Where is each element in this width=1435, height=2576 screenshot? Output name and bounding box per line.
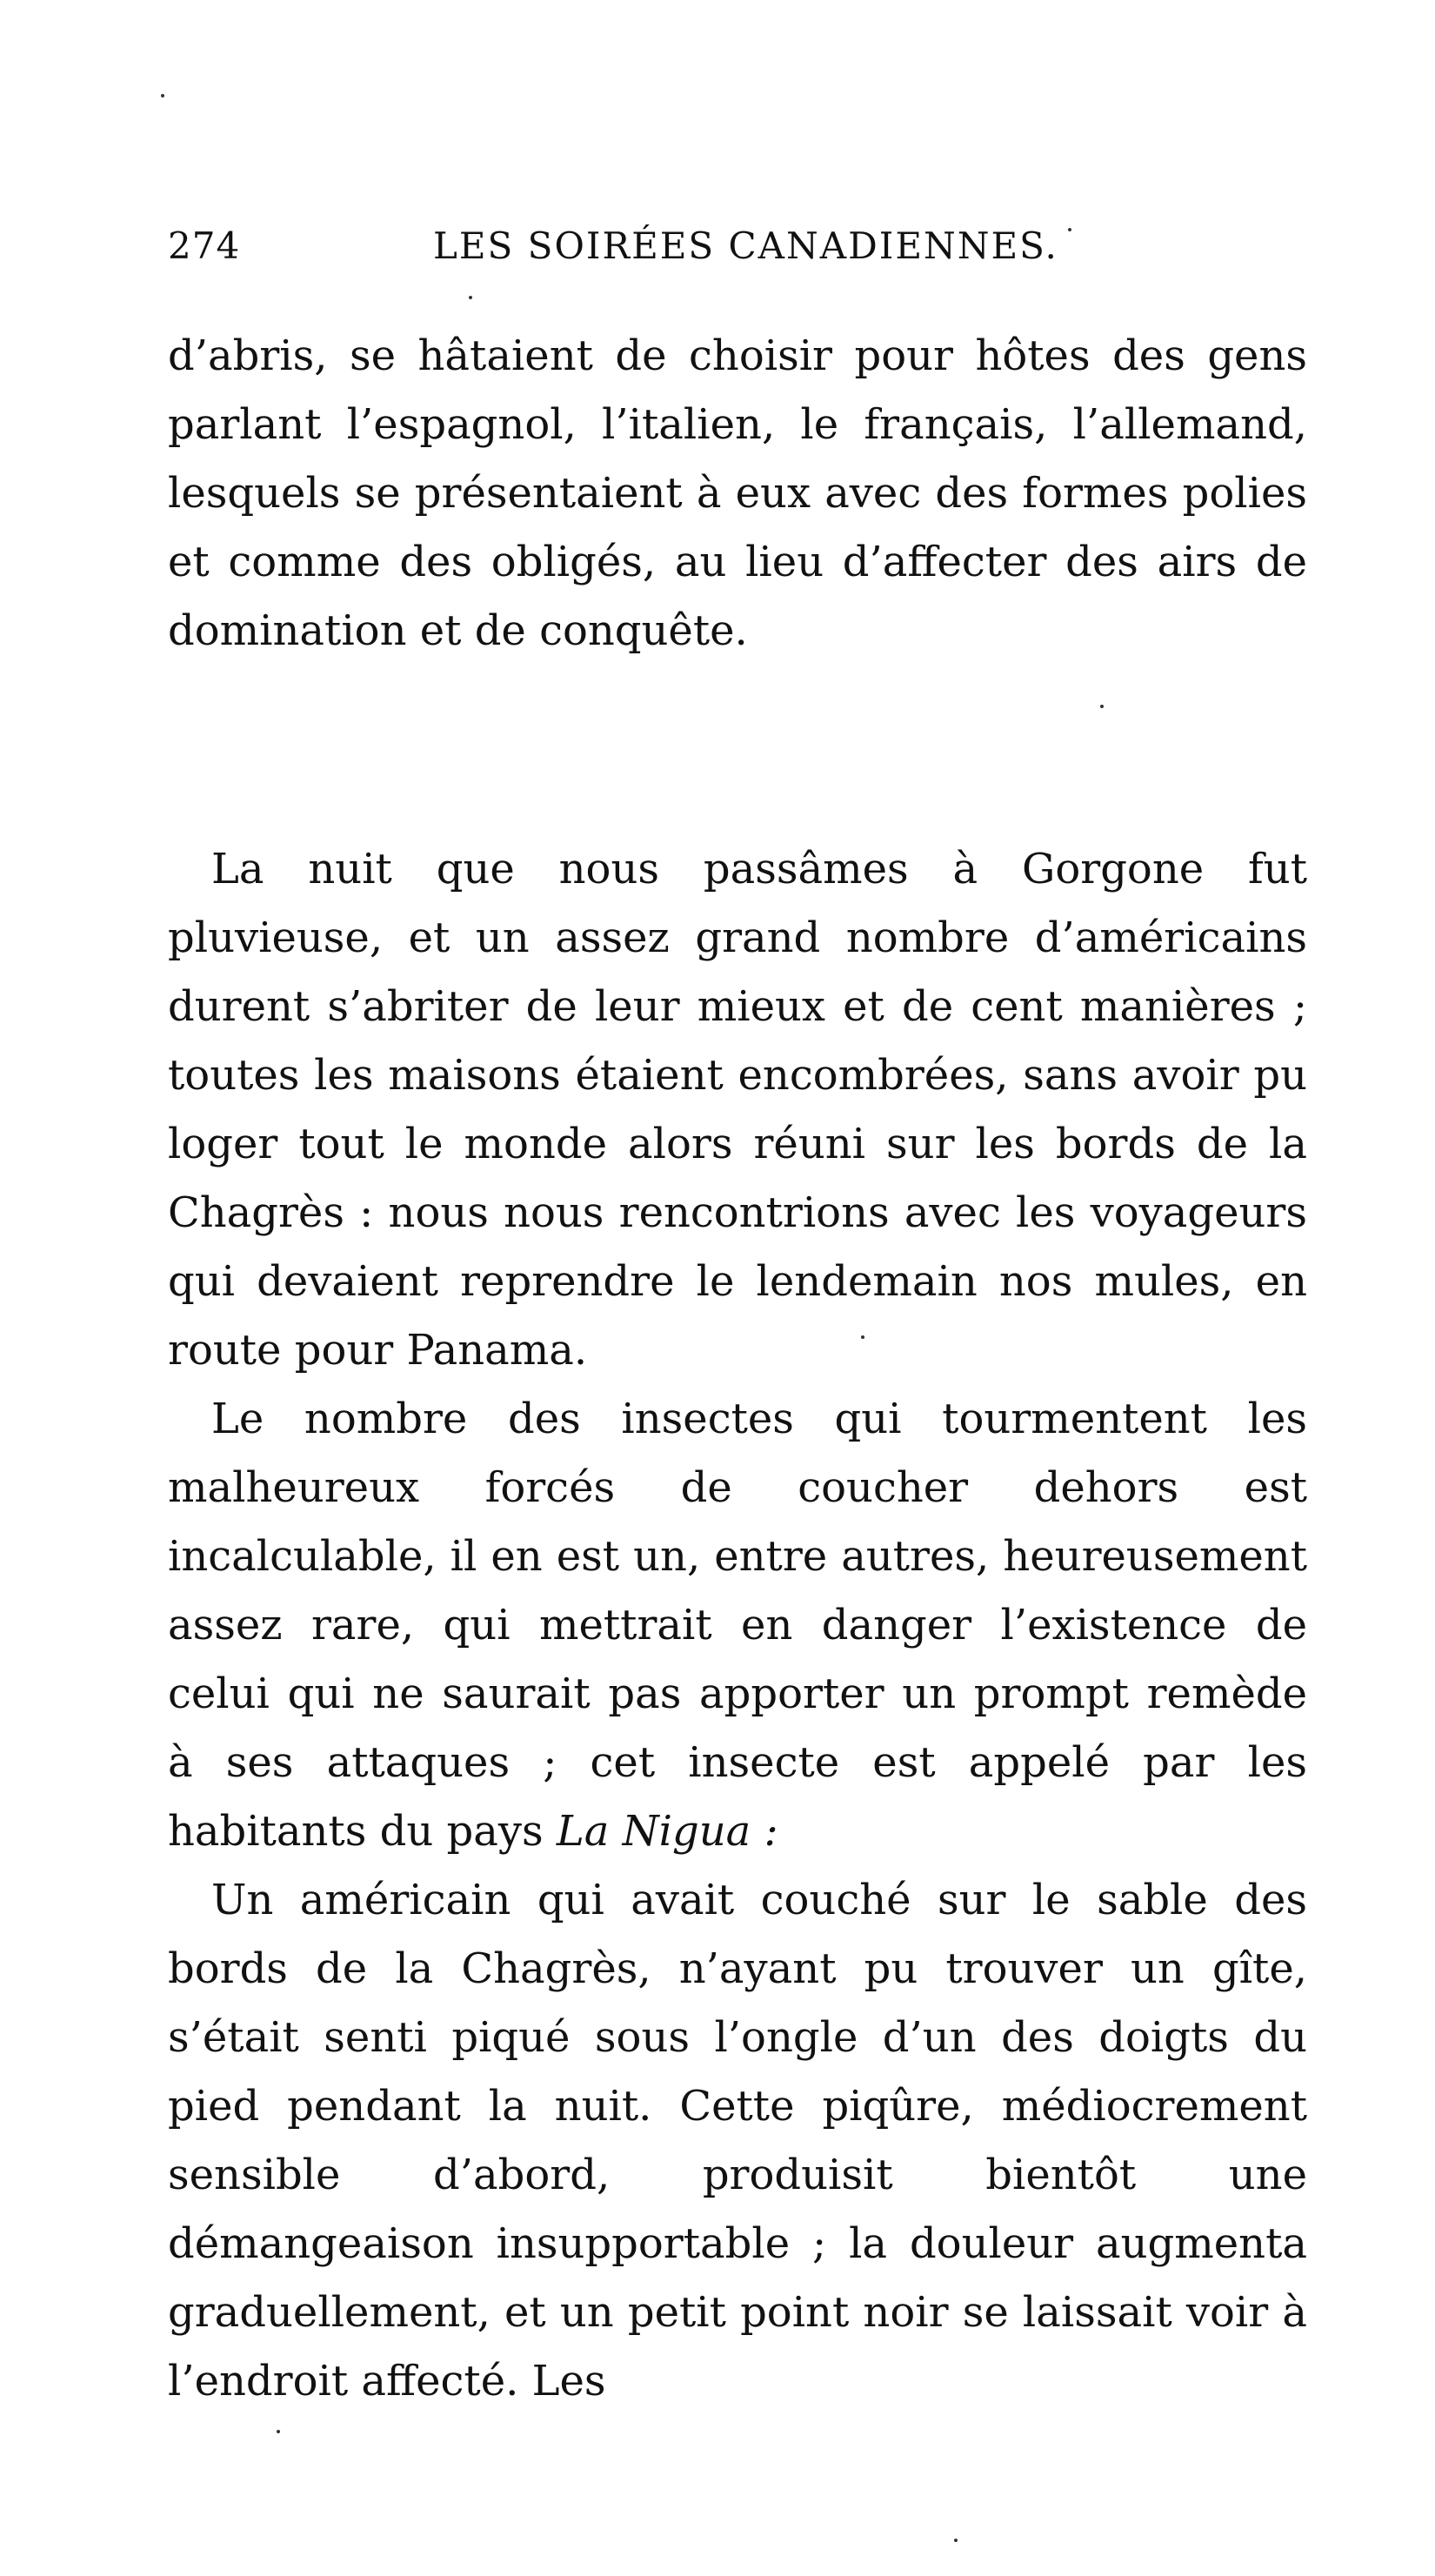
print-speck <box>1068 228 1071 231</box>
print-speck <box>469 296 472 299</box>
page-header <box>168 224 1272 277</box>
paragraph-3-italic: La Nigua : <box>556 1807 778 1856</box>
paragraph-2-text: La nuit que nous passâmes à Gorgone fut pluvieuse, et un assez grand nombre d’américains durent s’abriter de leur mieux et de cent manières ; toutes les maisons étaient encombrées, sans avoir pu loger tout le monde alors réuni sur les bords de la Chagrès : nous nous rencontrions avec les voyageurs qui devaient reprendre le lendemain nos mules, en route pour Panama. <box>168 845 1307 1375</box>
print-speck <box>161 94 164 97</box>
paragraph-1-text: d’abris, se hâtaient de choisir pour hôtes des gens parlant l’espagnol, l’italien, le français, l’allemand, lesquels se présentaient à eux avec des formes polies et comme des obligés, au lieu d’affecter des airs de domination et de conquête. <box>168 331 1307 655</box>
print-speck <box>861 1335 864 1339</box>
page-number: 274 <box>168 224 241 267</box>
paragraph-1 <box>168 322 1307 666</box>
paragraph-3 <box>168 1385 1307 1866</box>
text-block-top <box>168 322 1307 666</box>
paragraph-4-text: Un américain qui avait couché sur le sable des bords de la Chagrès, n’ayant pu trouver un gîte, s’était senti piqué sous l’ongle d’un des doigts du pied pendant la nuit. Cette piqûre, médiocrement sensible d’abord, produisit bientôt une démangeaison insupportable ; la douleur augmenta graduellement, et un petit point noir se laissait voir à l’endroit affecté. Les <box>168 1876 1307 2405</box>
paragraph-2 <box>168 835 1307 1385</box>
print-speck <box>1100 705 1104 708</box>
paragraph-4 <box>168 1866 1307 2416</box>
print-speck <box>954 2539 958 2542</box>
text-block-main <box>168 835 1307 2416</box>
paragraph-3-text: Le nombre des insectes qui tourmentent les malheureux forcés de coucher dehors est incalculable, il en est un, entre autres, heureusement assez rare, qui mettrait en danger l’existence de celui qui ne saurait pas apporter un prompt remède à ses attaques ; cet insecte est appelé par les habitants du pays <box>168 1395 1307 1856</box>
running-title: LES SOIRÉES CANADIENNES. <box>433 224 1058 267</box>
print-speck <box>277 2430 280 2433</box>
